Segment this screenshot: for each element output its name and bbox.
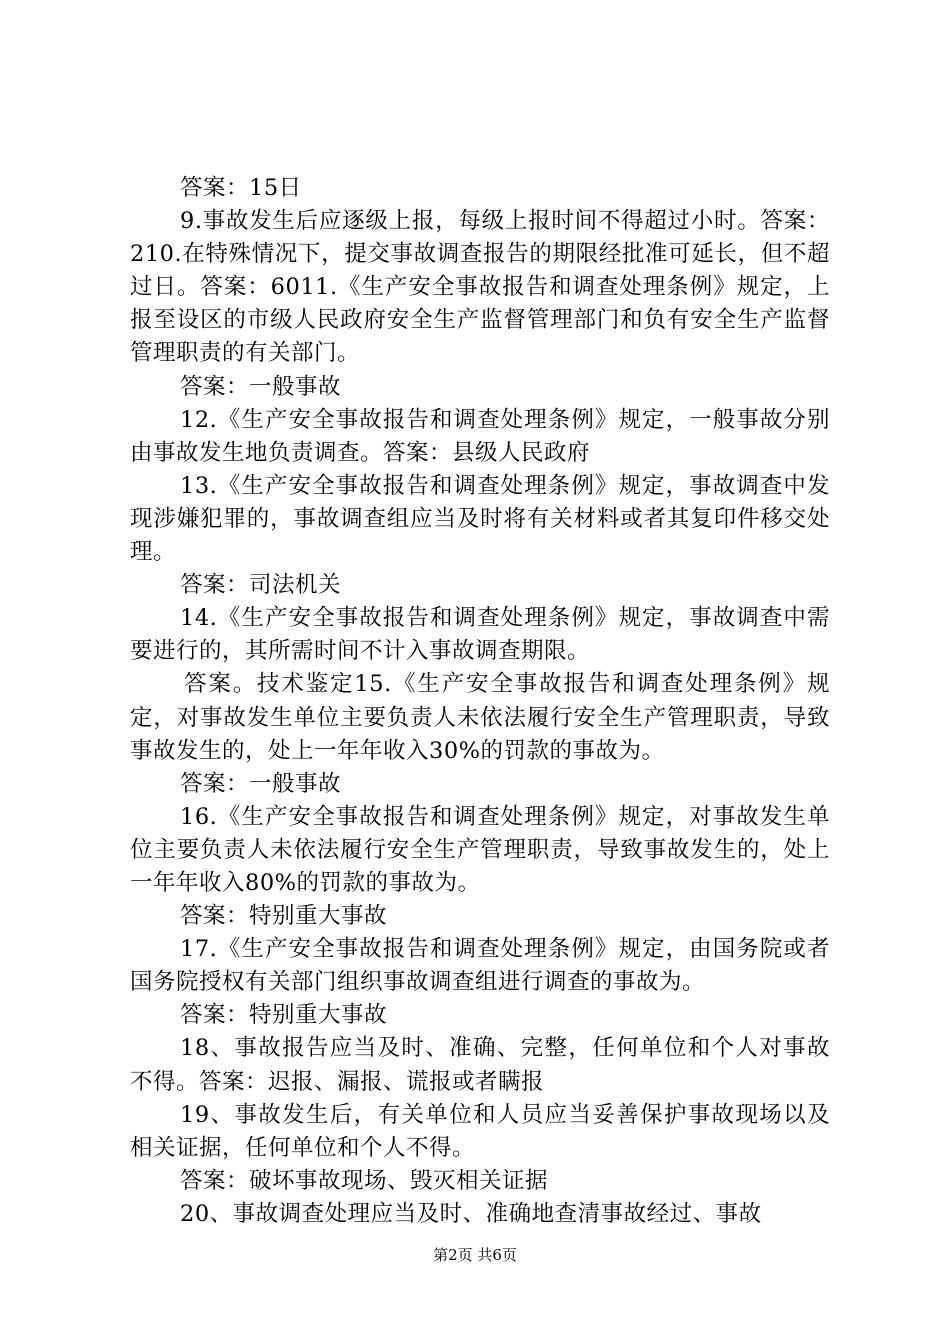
paragraph: 19、事故发生后，有关单位和人员应当妥善保护事故现场以及相关证据，任何单位和个人不得。 [130, 1101, 830, 1161]
paragraph: 答案：一般事故 [180, 373, 342, 400]
paragraph: 18、事故报告应当及时、准确、完整，任何单位和个人对事故不得。答案：迟报、漏报、谎报或者瞒报 [130, 1035, 830, 1095]
paragraph: 17.《生产安全事故报告和调查处理条例》规定，由国务院或者国务院授权有关部门组织事故调查组进行调查的事故为。 [130, 936, 830, 996]
paragraph: 答案：司法机关 [180, 572, 342, 599]
paragraph: 答案。技术鉴定15.《生产安全事故报告和调查处理条例》规定，对事故发生单位主要负责人未依法履行安全生产管理职责，导致事故发生的，处上一年年收入30%的罚款的事故为。 [130, 671, 830, 764]
paragraph: 9.事故发生后应逐级上报，每级上报时间不得超过小时。答案：210.在特殊情况下，提交事故调查报告的期限经批准可延长，但不超过日。答案：6011.《生产安全事故报告和调查处理条例》规定，上报至设区的市级人民政府安全生产监督管理部门和负有安全生产监督管理职责的有关部门。 [130, 208, 830, 367]
paragraph: 20、事故调查处理应当及时、准确地查清事故经过、事故 [180, 1200, 762, 1227]
paragraph: 答案：特别重大事故 [180, 903, 388, 930]
paragraph: 答案：破坏事故现场、毁灭相关证据 [180, 1167, 549, 1194]
paragraph: 答案：15日 [180, 175, 302, 201]
paragraph: 答案：特别重大事故 [180, 1002, 388, 1029]
paragraph: 答案：一般事故 [180, 770, 342, 797]
paragraph: 16.《生产安全事故报告和调查处理条例》规定，对事故发生单位主要负责人未依法履行安全生产管理职责，导致事故发生的，处上一年年收入80%的罚款的事故为。 [130, 803, 830, 896]
paragraph: 14.《生产安全事故报告和调查处理条例》规定，事故调查中需要进行的，其所需时间不计入事故调查期限。 [130, 605, 830, 665]
paragraph: 12.《生产安全事故报告和调查处理条例》规定，一般事故分别由事故发生地负责调查。答案：县级人民政府 [130, 406, 830, 466]
paragraph: 13.《生产安全事故报告和调查处理条例》规定，事故调查中发现涉嫌犯罪的，事故调查组应当及时将有关材料或者其复印件移交处理。 [130, 472, 830, 566]
document-body [130, 172, 830, 1231]
page-number-footer: 第2页 共6页 [433, 1246, 517, 1264]
